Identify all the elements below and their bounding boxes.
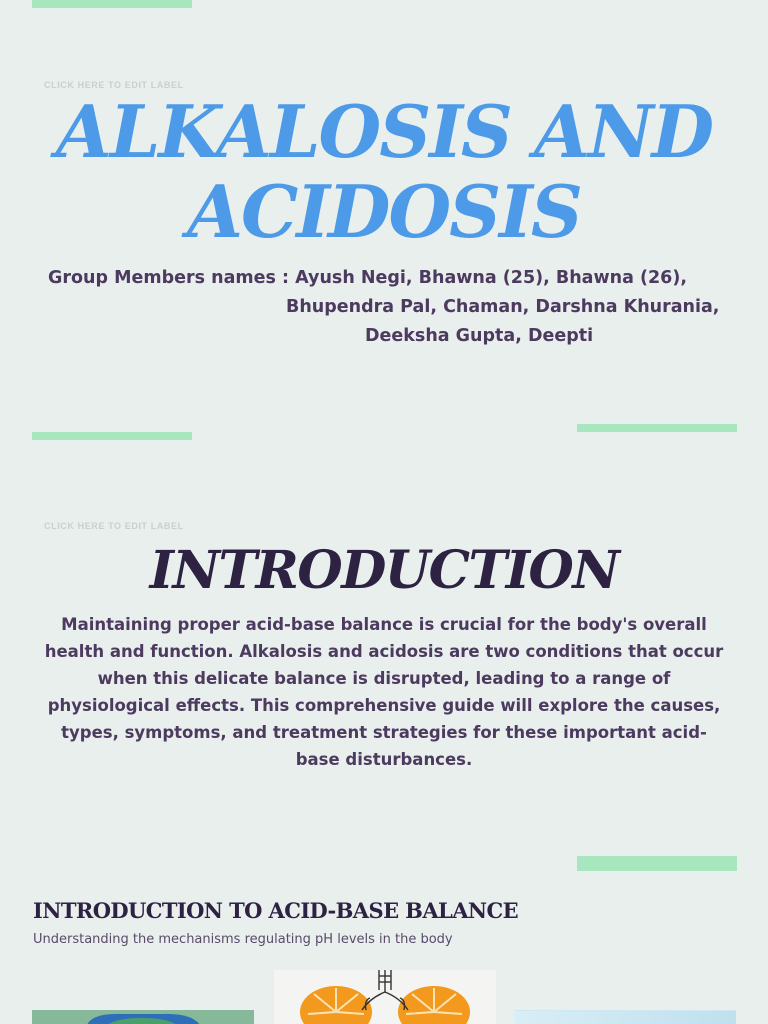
lungs-orange-image: [274, 970, 496, 1024]
section-subtitle: Understanding the mechanisms regulating pH levels in the body: [33, 932, 453, 947]
title-line-2: ACIDOSIS: [187, 169, 581, 254]
image-placeholder-icon: [514, 1011, 736, 1024]
light-blue-image: [514, 1010, 736, 1024]
accent-bar-right-2: [577, 856, 737, 871]
title-line-1: ALKALOSIS AND: [55, 89, 713, 174]
members-line-3: Deeksha Gupta, Deepti: [365, 326, 594, 346]
members-line-2: Bhupendra Pal, Chaman, Darshna Khurania,: [286, 297, 720, 317]
accent-bar-right-1: [577, 424, 737, 432]
page-title: [0, 89, 768, 254]
group-members: [48, 264, 738, 351]
intro-heading: INTRODUCTION: [149, 540, 619, 601]
accent-bar-left-1: [32, 432, 192, 440]
kidney-icon: [32, 1011, 254, 1024]
accent-bar-top: [32, 0, 192, 8]
intro-paragraph: Maintaining proper acid-base balance is crucial for the body's overall health and function. Alkalosis and acidosis are two conditions that occur when this delicate balance is disrupted, leading to a range of physiological effects. This comprehensive guide will explore the causes, types, symptoms, and treatment strategies for these important acid-base disturbances.: [44, 615, 724, 769]
edit-label-button[interactable]: CLICK HERE TO EDIT LABEL: [44, 80, 184, 90]
kidney-illustration-image: [32, 1010, 254, 1024]
section-heading: INTRODUCTION TO ACID-BASE BALANCE: [33, 898, 519, 923]
members-line-1: Group Members names : Ayush Negi, Bhawna (25), Bhawna (26),: [48, 268, 688, 288]
lungs-icon: [274, 970, 496, 1024]
edit-label-button-intro[interactable]: CLICK HERE TO EDIT LABEL: [44, 521, 184, 531]
